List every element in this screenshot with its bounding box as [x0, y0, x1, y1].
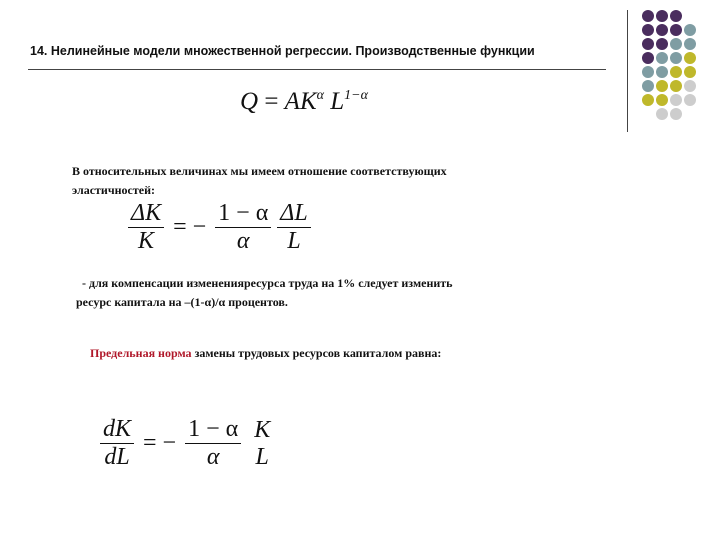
fraction-denominator: dL: [104, 444, 130, 470]
elasticity-formula: [128, 200, 311, 255]
vertical-divider: [627, 10, 628, 132]
decor-dot: [642, 38, 654, 50]
fraction-dk-dl: [100, 416, 134, 471]
fraction-numerator: K: [254, 416, 271, 443]
fraction-denominator: L: [255, 443, 269, 470]
decor-dot: [642, 94, 654, 106]
formula-a: A: [284, 88, 300, 115]
decor-dot: [670, 38, 682, 50]
decor-dot: [670, 108, 682, 120]
decor-dot: [684, 24, 696, 36]
formula-k: K: [299, 88, 317, 115]
decor-dot: [656, 52, 668, 64]
paragraph-line: ресурс капитала на –(1-α)/α процентов.: [76, 295, 288, 309]
formula-exponent: 1−α: [344, 88, 368, 103]
fraction-one-minus-alpha: [185, 416, 241, 471]
fraction-numerator: dK: [100, 416, 134, 444]
decor-dot: [670, 10, 682, 22]
fraction-numerator: 1 − α: [215, 200, 271, 228]
paragraph-text: замены трудовых ресурсов капиталом равна:: [191, 346, 442, 360]
formula-l: L: [330, 88, 345, 115]
formula-equals: =: [264, 88, 279, 115]
fraction-k-l: [251, 417, 273, 471]
fraction-one-minus-alpha: [215, 200, 271, 255]
decor-dot: [670, 52, 682, 64]
fraction-numerator: 1 − α: [185, 416, 241, 444]
decor-dot: [684, 94, 696, 106]
decor-dot: [642, 10, 654, 22]
paragraph-line: эластичностей:: [72, 183, 155, 197]
decor-dot: [656, 10, 668, 22]
decor-dot: [642, 24, 654, 36]
highlight-term: Предельная норма: [90, 346, 192, 360]
fraction-numerator: ΔK: [128, 200, 164, 228]
slide-title: 14. Нелинейные модели множественной регрессии. Производственные функции: [30, 44, 535, 58]
fraction-denominator: K: [138, 228, 155, 254]
paragraph-line: В относительных величинах мы имеем отношение соответствующих: [72, 164, 447, 178]
decor-dot: [670, 80, 682, 92]
fraction-denominator: α: [206, 444, 220, 470]
formula-equals-minus: = −: [143, 430, 177, 456]
paragraph-relative-values: [72, 162, 447, 200]
paragraph-marginal-rate: [90, 344, 441, 363]
decor-dot: [670, 94, 682, 106]
decor-dot: [656, 94, 668, 106]
fraction-numerator: ΔL: [277, 200, 310, 228]
decor-dot: [656, 38, 668, 50]
marginal-rate-formula: [100, 416, 273, 471]
fraction-denominator: α: [236, 228, 250, 254]
decor-dot: [684, 80, 696, 92]
paragraph-line: - для компенсации измененияресурса труда на 1% следует изменить: [82, 276, 453, 290]
fraction-denominator: L: [287, 228, 301, 254]
decor-dot: [684, 38, 696, 50]
decor-dot: [642, 52, 654, 64]
decor-dot: [684, 52, 696, 64]
decor-dot: [670, 24, 682, 36]
cobb-douglas-formula: [240, 88, 368, 116]
fraction-dk-k: [128, 200, 164, 255]
decor-dot: [656, 80, 668, 92]
decor-dot: [656, 66, 668, 78]
decor-dot: [684, 66, 696, 78]
formula-equals-minus: = −: [173, 214, 207, 240]
paragraph-compensation: [76, 274, 453, 312]
fraction-dl-l: [277, 200, 310, 255]
decor-dot: [656, 108, 668, 120]
title-divider: [28, 69, 606, 70]
formula-alpha: α: [316, 88, 324, 103]
decor-dot: [656, 24, 668, 36]
decor-dot: [642, 80, 654, 92]
formula-q: Q: [240, 88, 259, 115]
decor-dot: [670, 66, 682, 78]
decor-dot: [642, 66, 654, 78]
